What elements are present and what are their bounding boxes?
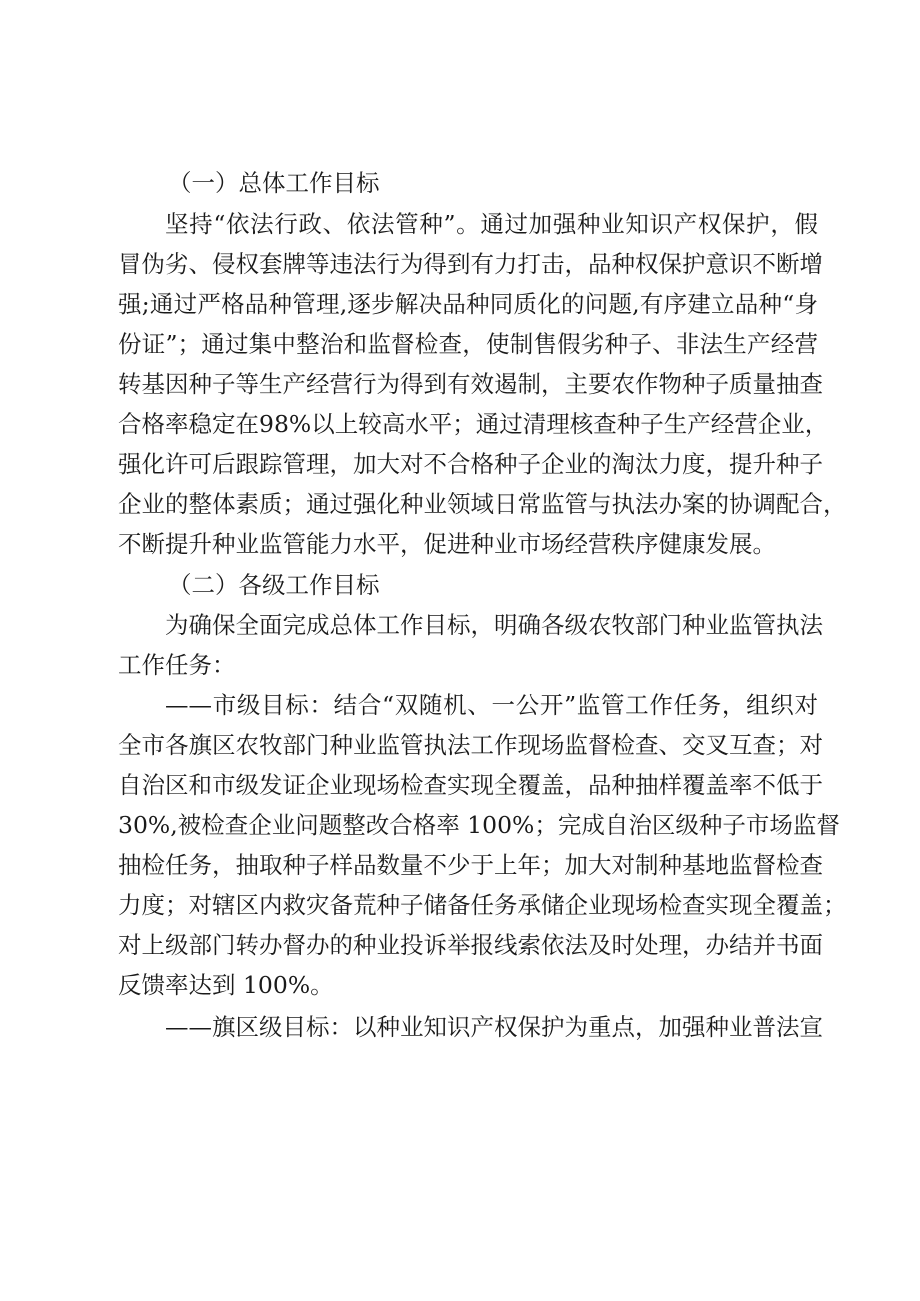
paragraph-line: ——旗区级目标：以种业知识产权保护为重点，加强种业普法宣 — [165, 1013, 823, 1041]
paragraph-line: 不断提升种业监管能力水平，促进种业市场经营秩序健康发展。 — [118, 530, 776, 558]
paragraph-line: 冒伪劣、侵权套牌等违法行为得到有力打击，品种权保护意识不断增 — [118, 250, 823, 278]
paragraph-line: 合格率稳定在98%以上较高水平；通过清理核查种子生产经营企业， — [118, 410, 829, 438]
paragraph-line: 30%,被检查企业问题整改合格率 100%；完成自治区级种子市场监督 — [118, 811, 840, 839]
paragraph-line: ——市级目标：结合“双随机、一公开”监管工作任务，组织对 — [165, 691, 818, 719]
paragraph-line: 自治区和市级发证企业现场检查实现全覆盖，品种抽样覆盖率不低于 — [118, 771, 823, 799]
section-heading-levels: （二）各级工作目标 — [168, 571, 380, 599]
paragraph-line: 全市各旗区农牧部门种业监管执法工作现场监督检查、交叉互查；对 — [118, 731, 823, 759]
section-heading-overall: （一）总体工作目标 — [168, 169, 380, 197]
paragraph-line: 份证”；通过集中整治和监督检查，使制售假劣种子、非法生产经营 — [118, 330, 818, 358]
paragraph-line: 转基因种子等生产经营行为得到有效遏制，主要农作物种子质量抽查 — [118, 370, 823, 398]
paragraph-line: 强;通过严格品种管理,逐步解决品种同质化的问题,有序建立品种“身 — [118, 290, 818, 318]
paragraph-line: 抽检任务，抽取种子样品数量不少于上年；加大对制种基地监督检查 — [118, 851, 823, 879]
paragraph-line: 力度；对辖区内救灾备荒种子储备任务承储企业现场检查实现全覆盖； — [118, 891, 847, 919]
paragraph-line: 为确保全面完成总体工作目标，明确各级农牧部门种业监管执法 — [165, 611, 823, 639]
paragraph-line: 对上级部门转办督办的种业投诉举报线索依法及时处理，办结并书面 — [118, 931, 823, 959]
paragraph-line: 工作任务： — [118, 651, 236, 679]
paragraph-line: 反馈率达到 100%。 — [118, 971, 334, 999]
paragraph-line: 强化许可后跟踪管理，加大对不合格种子企业的淘汰力度，提升种子 — [118, 450, 823, 478]
paragraph-line: 坚持“依法行政、依法管种”。通过加强种业知识产权保护，假 — [165, 210, 818, 238]
paragraph-line: 企业的整体素质；通过强化种业领域日常监管与执法办案的协调配合， — [118, 490, 847, 518]
